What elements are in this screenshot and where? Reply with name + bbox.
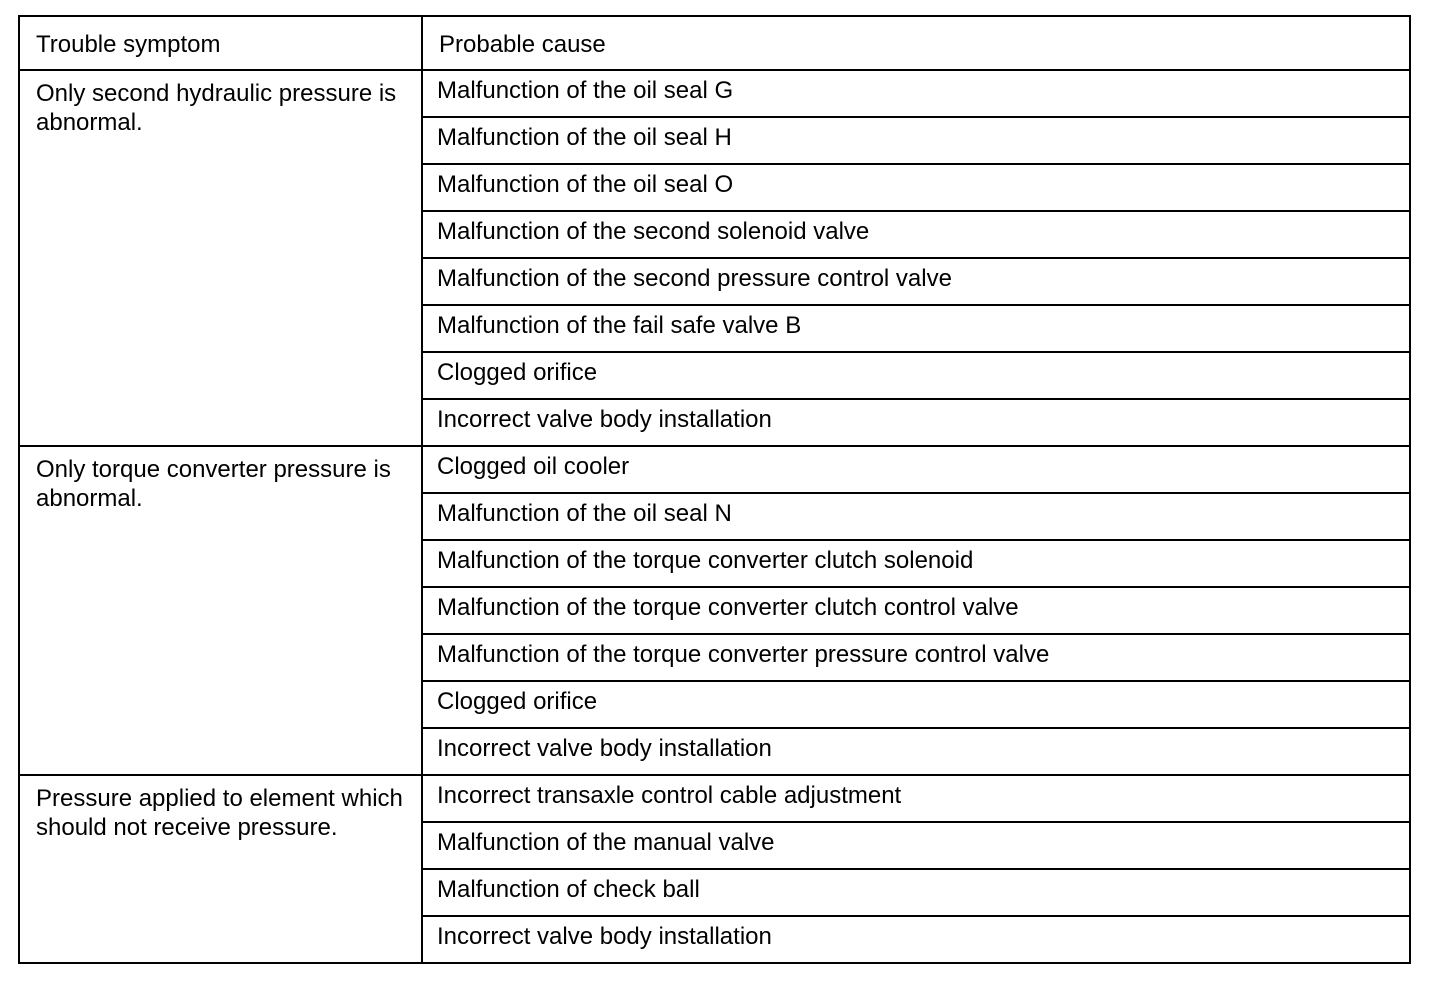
symptom-cell: Pressure applied to element which should not receive pressure. bbox=[19, 775, 422, 963]
cause-cell: Malfunction of the oil seal H bbox=[422, 117, 1410, 164]
cause-cell: Malfunction of the oil seal O bbox=[422, 164, 1410, 211]
cause-cell: Malfunction of the torque converter pressure control valve bbox=[422, 634, 1410, 681]
troubleshooting-table-container bbox=[18, 15, 1409, 964]
symptom-cell: Only second hydraulic pressure is abnormal. bbox=[19, 70, 422, 446]
header-row bbox=[19, 16, 1410, 70]
header-probable-cause: Probable cause bbox=[422, 16, 1410, 70]
symptom-cell: Only torque converter pressure is abnormal. bbox=[19, 446, 422, 775]
cause-cell: Malfunction of the torque converter clutch solenoid bbox=[422, 540, 1410, 587]
table-body bbox=[19, 70, 1410, 963]
header-trouble-symptom: Trouble symptom bbox=[19, 16, 422, 70]
cause-cell: Malfunction of the second solenoid valve bbox=[422, 211, 1410, 258]
cause-cell: Incorrect transaxle control cable adjustment bbox=[422, 775, 1410, 822]
cause-cell: Clogged orifice bbox=[422, 352, 1410, 399]
cause-cell: Malfunction of the fail safe valve B bbox=[422, 305, 1410, 352]
cause-cell: Incorrect valve body installation bbox=[422, 916, 1410, 963]
cause-cell: Malfunction of check ball bbox=[422, 869, 1410, 916]
table-row bbox=[19, 446, 1410, 493]
cause-cell: Incorrect valve body installation bbox=[422, 399, 1410, 446]
table-row bbox=[19, 775, 1410, 822]
table-header bbox=[19, 16, 1410, 70]
cause-cell: Malfunction of the second pressure control valve bbox=[422, 258, 1410, 305]
table-row bbox=[19, 70, 1410, 117]
cause-cell: Incorrect valve body installation bbox=[422, 728, 1410, 775]
cause-cell: Clogged orifice bbox=[422, 681, 1410, 728]
cause-cell: Clogged oil cooler bbox=[422, 446, 1410, 493]
cause-cell: Malfunction of the oil seal G bbox=[422, 70, 1410, 117]
cause-cell: Malfunction of the oil seal N bbox=[422, 493, 1410, 540]
cause-cell: Malfunction of the torque converter clutch control valve bbox=[422, 587, 1410, 634]
cause-cell: Malfunction of the manual valve bbox=[422, 822, 1410, 869]
troubleshooting-table bbox=[18, 15, 1411, 964]
